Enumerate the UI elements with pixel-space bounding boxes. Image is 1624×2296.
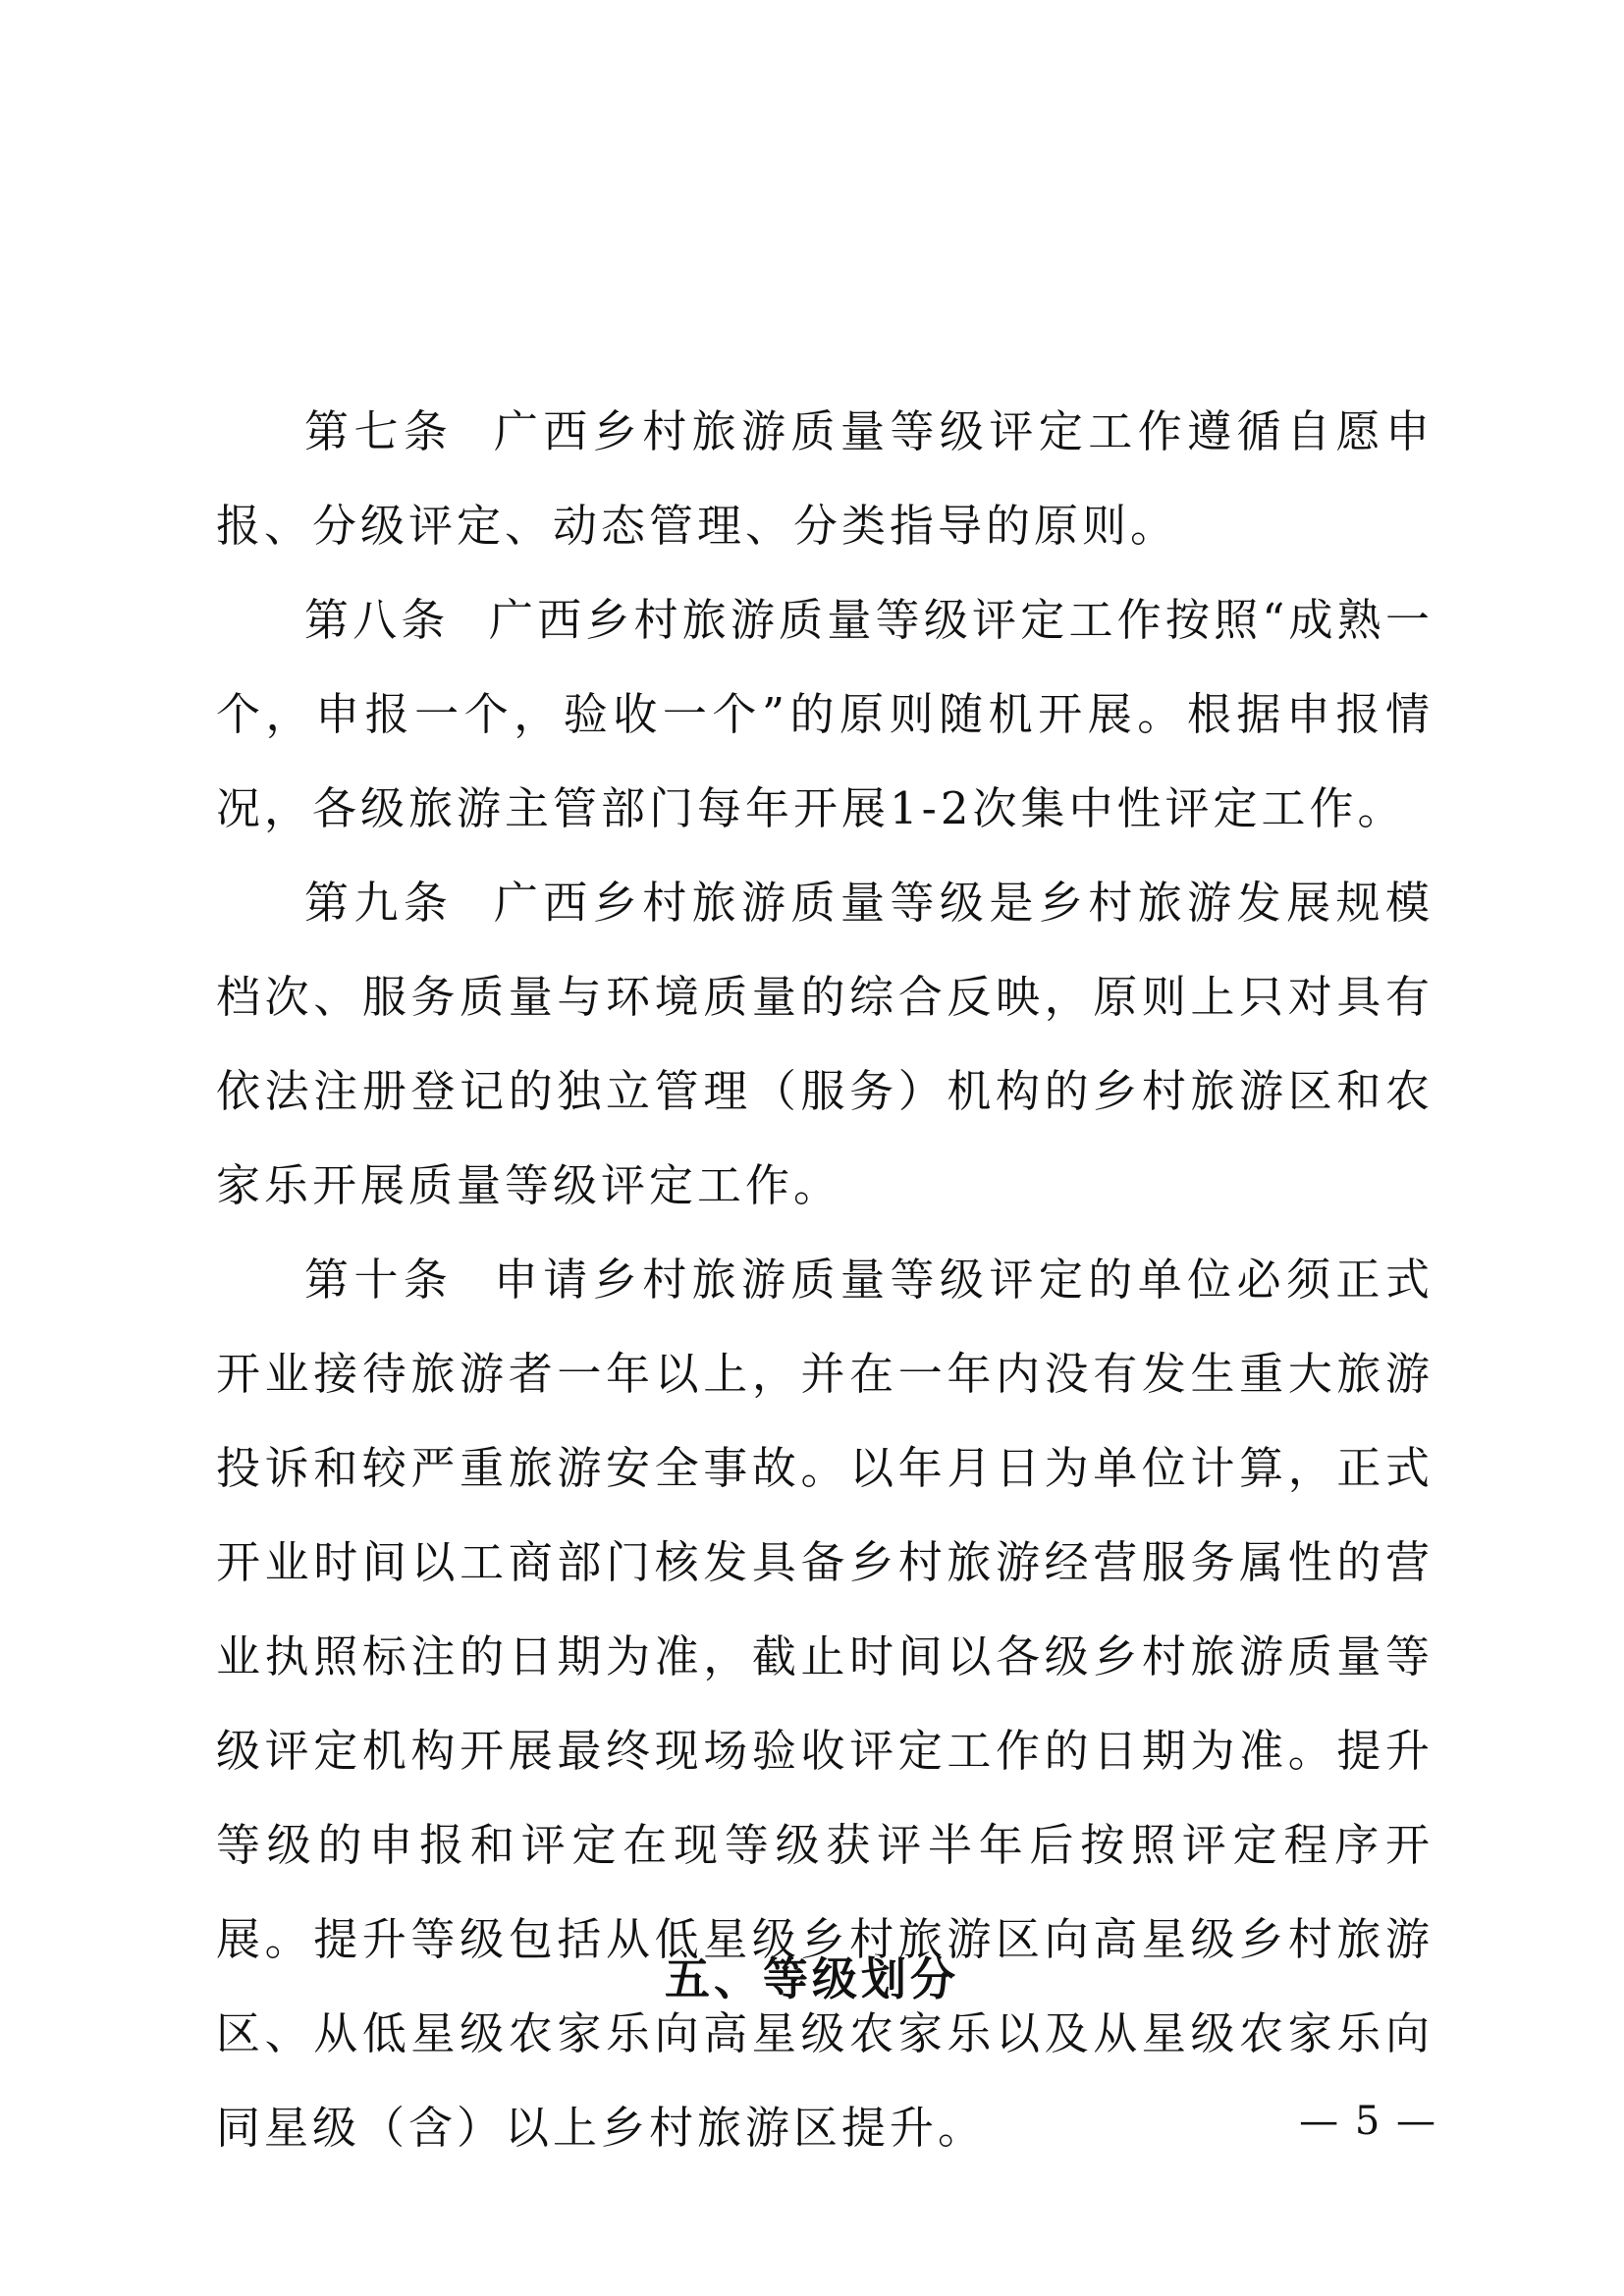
paragraph-article-8 [216,573,1434,856]
article-number: 第九条 [304,877,454,929]
article-text: 广西乡村旅游质量等级评定工作遵循自愿申报、分级评定、动态管理、分类指导的原则。 [216,405,1434,552]
paragraph-article-10 [216,1233,1434,2175]
article-number: 第八条 [304,594,450,646]
article-text: 广西乡村旅游质量等级评定工作按照“成熟一个，申报一个，验收一个”的原则随机开展。根据申报情况，各级旅游主管部门每年开展1-2次集中性评定工作。 [216,594,1434,834]
article-text: 广西乡村旅游质量等级是乡村旅游发展规模档次、服务质量与环境质量的综合反映，原则上只对具有依法注册登记的独立管理（服务）机构的乡村旅游区和农家乐开展质量等级评定工作。 [216,877,1434,1211]
section-heading: 五、等级划分 [665,1952,959,2005]
article-text: 申请乡村旅游质量等级评定的单位必须正式开业接待旅游者一年以上，并在一年内没有发生重大旅游投诉和较严重旅游安全事故。以年月日为单位计算，正式开业时间以工商部门核发具备乡村旅游经营服务属性的营业执照标注的日期为准，截止时间以各级乡村旅游质量等级评定机构开展最终现场验收评定工作的日期为准。提升等级的申报和评定在现等级获评半年后按照评定程序开展。提升等级包括从低星级乡村旅游区向高星级乡村旅游区、从低星级农家乐向高星级农家乐以及从星级农家乐向同星级（含）以上乡村旅游区提升。 [216,1254,1434,2154]
body-text [216,385,1434,2175]
article-number: 第七条 [304,405,454,457]
page-number: — 5 — [1299,2099,1437,2144]
article-number: 第十条 [304,1254,454,1306]
paragraph-article-9 [216,856,1434,1233]
paragraph-article-7 [216,385,1434,573]
